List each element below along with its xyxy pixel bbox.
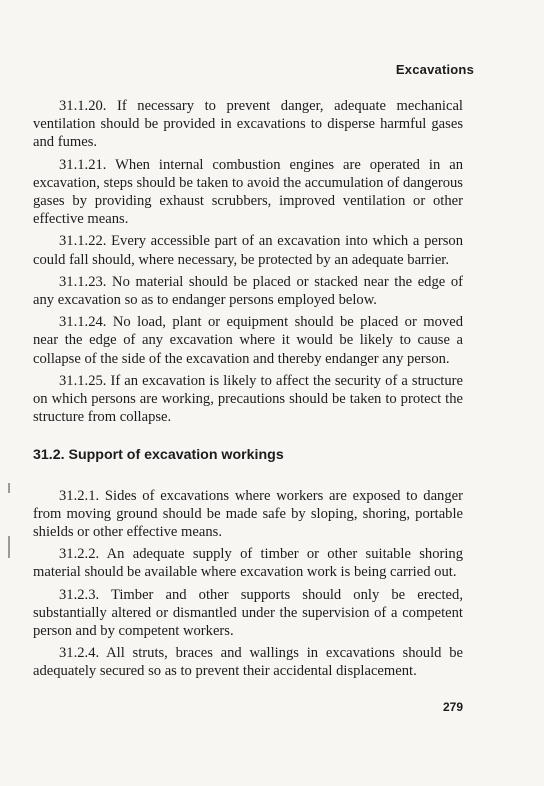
page-number: 279: [442, 700, 463, 714]
paragraph-text: Sides of excavations where workers are exposed to danger from moving ground should be made safe by sloping, shoring, portable shields or other effective means.: [33, 487, 463, 541]
paragraph-number: 31.2.4.: [59, 645, 100, 662]
paragraph-31-2-2: [33, 545, 463, 581]
paragraph-31-1-21: [33, 156, 463, 229]
margin-mark: [8, 536, 10, 558]
paragraph-text: Every accessible part of an excavation into which a person could fall should, where necessary, be protected by an adequate barrier.: [33, 233, 463, 268]
paragraph-31-2-4: [33, 644, 463, 680]
paragraph-number: 31.1.23.: [59, 273, 107, 290]
paragraph-text: When internal combustion engines are operated in an excavation, steps should be taken to avoid the accumulation of dangerous gases by providing exhaust scrubbers, improved ventilation or other effective means.: [33, 156, 463, 228]
margin-mark: [8, 483, 10, 493]
paragraph-number: 31.1.24.: [59, 314, 107, 331]
paragraph-number: 31.2.1.: [59, 487, 100, 504]
paragraph-number: 31.2.2.: [59, 546, 100, 563]
body-text: [33, 97, 463, 685]
paragraph-text: If an excavation is likely to affect the security of a structure on which persons are working, precautions should be taken to protect the structure from collapse.: [33, 372, 463, 426]
paragraph-text: All struts, braces and wallings in excavations should be adequately secured so as to prevent their accidental displacement.: [33, 645, 464, 680]
paragraph-31-2-3: [33, 586, 463, 641]
paragraph-31-2-1: [33, 487, 463, 542]
paragraph-number: 31.1.22.: [59, 233, 107, 250]
paragraph-31-1-23: [33, 273, 463, 309]
paragraph-number: 31.2.3.: [59, 586, 100, 603]
paragraph-31-1-22: [33, 232, 463, 268]
paragraph-31-1-24: [33, 313, 463, 368]
paragraph-text: No material should be placed or stacked near the edge of any excavation so as to endanger persons employed below.: [33, 273, 464, 309]
paragraph-text: An adequate supply of timber or other suitable shoring material should be available where excavation work is being carried out.: [33, 546, 464, 581]
running-head: Excavations: [395, 62, 474, 77]
paragraph-text: No load, plant or equipment should be placed or moved near the edge of any excavation where it would be likely to cause a collapse of the side of the excavation and thereby endanger any person.: [33, 314, 463, 367]
paragraph-text: If necessary to prevent danger, adequate mechanical ventilation should be provided in excavations to disperse harmful gases and fumes.: [33, 98, 463, 151]
paragraph-number: 31.1.20.: [59, 98, 107, 114]
paragraph-number: 31.1.25.: [59, 372, 107, 389]
paragraph-number: 31.1.21.: [59, 156, 107, 173]
paragraph-text: Timber and other supports should only be erected, substantially altered or dismantled under the supervision of a competent person and by competent workers.: [33, 586, 463, 640]
paragraph-31-1-25: [33, 372, 463, 427]
paragraph-31-1-20: [33, 97, 463, 152]
section-heading: 31.2. Support of excavation workings: [33, 447, 284, 464]
